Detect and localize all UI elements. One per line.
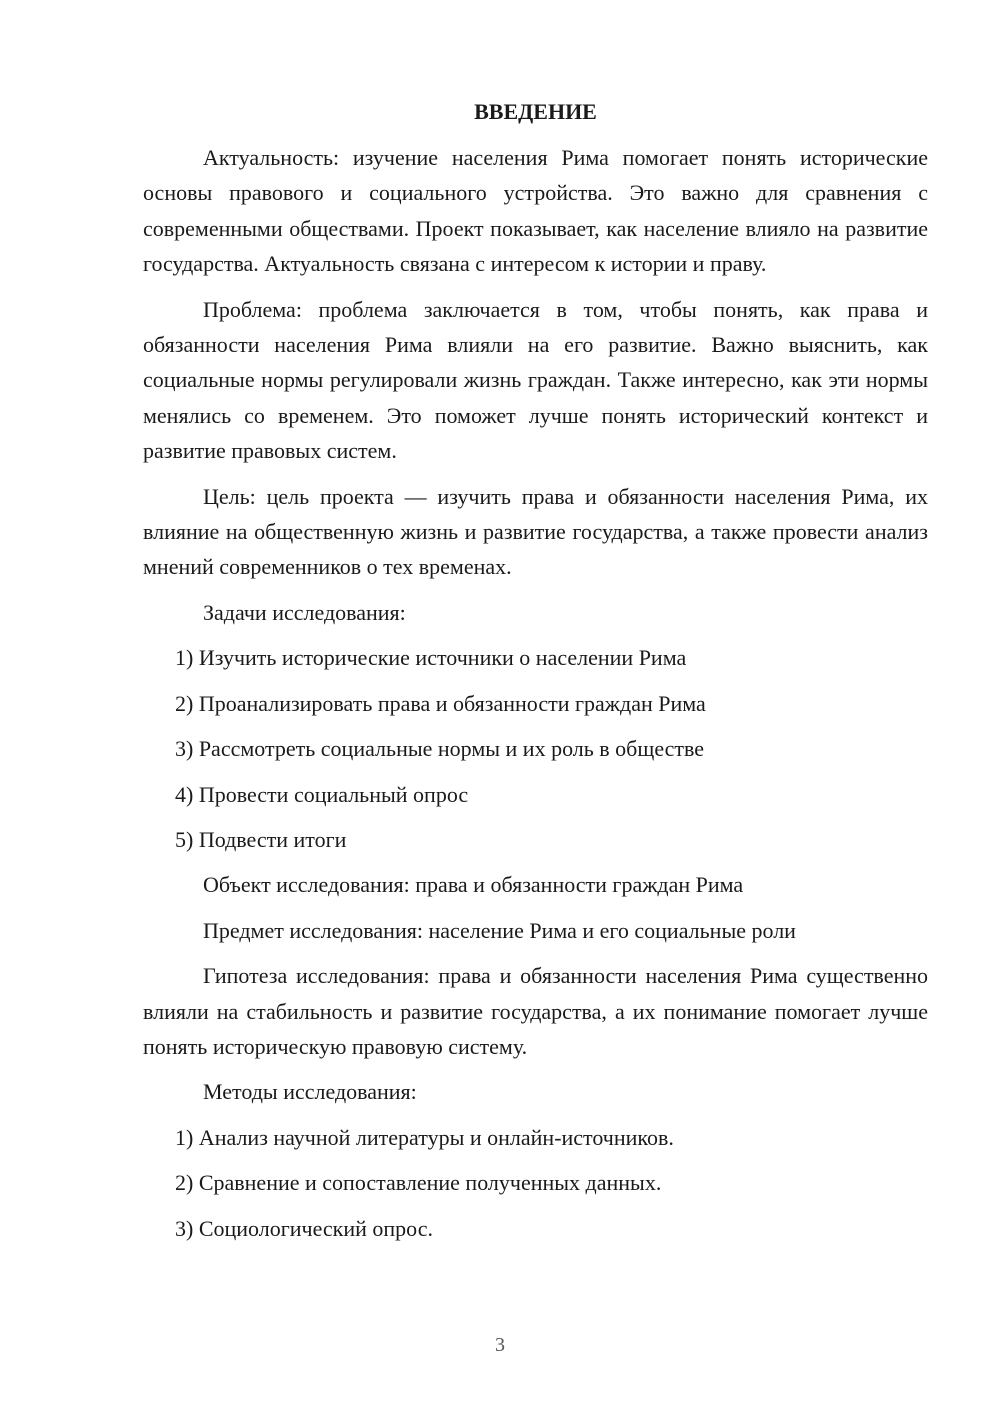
- hypothesis-paragraph: Гипотеза исследования: права и обязанности населения Рима существенно влияли на стабильность и развитие государства, а их понимание помогает лучше понять историческую правовую систему.: [143, 963, 928, 1059]
- section-heading: ВВЕДЕНИЕ: [474, 99, 597, 124]
- method-item: 1) Анализ научной литературы и онлайн-источников.: [175, 1124, 674, 1150]
- task-item: 3) Рассмотреть социальные нормы и их роль в обществе: [175, 736, 705, 762]
- relevance-paragraph: Актуальность: изучение населения Рима помогает понять исторические основы правового и социального устройства. Это важно для сравнения с современными обществами. Проект показывает, как население влияло на развитие государства. Актуальность связана с интересом к истории и праву.: [143, 145, 928, 277]
- method-item: 2) Сравнение и сопоставление полученных данных.: [175, 1170, 662, 1196]
- task-item: 5) Подвести итоги: [175, 826, 347, 852]
- methods-list: [143, 1120, 928, 1246]
- task-item: 4) Провести социальный опрос: [175, 781, 469, 807]
- page-number: 3: [495, 1334, 505, 1356]
- goal-paragraph: Цель: цель проекта — изучить права и обязанности населения Рима, их влияние на общественную жизнь и развитие государства, а также провести анализ мнений современников о тех временах.: [143, 483, 928, 580]
- task-item: 2) Проанализировать права и обязанности граждан Рима: [175, 690, 706, 716]
- subject-paragraph: Предмет исследования: население Рима и его социальные роли: [203, 917, 796, 943]
- text-column: [143, 94, 928, 1256]
- methods-heading: Методы исследования:: [203, 1079, 417, 1105]
- tasks-list: [143, 640, 928, 857]
- method-item: 3) Социологический опрос.: [175, 1215, 433, 1241]
- problem-paragraph: Проблема: проблема заключается в том, чтобы понять, как права и обязанности населения Рима влияли на его развитие. Важно выяснить, как социальные нормы регулировали жизнь граждан. Также интересно, как эти нормы менялись со временем. Это поможет лучше понять исторический контекст и развитие правовых систем.: [143, 296, 928, 464]
- object-paragraph: Объект исследования: права и обязанности граждан Рима: [203, 872, 744, 898]
- task-item: 1) Изучить исторические источники о населении Рима: [175, 645, 687, 671]
- tasks-heading: Задачи исследования:: [203, 599, 406, 625]
